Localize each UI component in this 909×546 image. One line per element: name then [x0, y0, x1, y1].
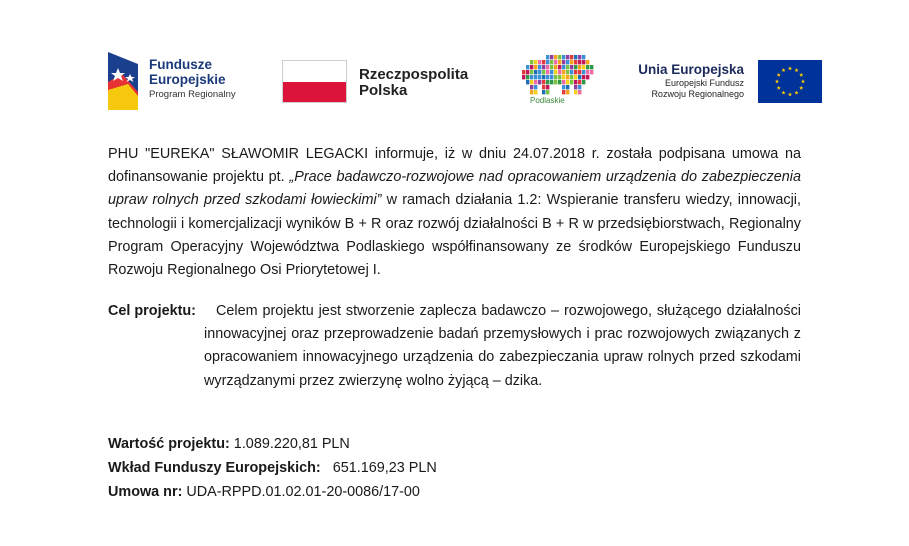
contract-line: [108, 482, 420, 502]
intro-text-1: PHU "EUREKA" SŁAWOMIR LEGACKI informuje, iż w dniu 24.07.2018 r. została podpisana umowa na dofinansowanie projektu pt.: [108, 146, 801, 186]
fundusze-europejskie-logo: [108, 52, 248, 110]
eu-flag-icon: [758, 60, 822, 103]
ue-subtitle-1: Europejski Fundusz: [664, 78, 744, 89]
fe-subtitle: Program Regionalny: [149, 89, 236, 101]
eu-contribution-label: Wkład Funduszy Europejskich:: [108, 460, 321, 476]
unia-europejska-logo: [632, 58, 822, 108]
goal-text: [204, 300, 801, 393]
podlaskie-logo: [522, 55, 594, 107]
polish-flag-icon: [282, 60, 347, 103]
ue-title: Unia Europejska: [638, 62, 744, 77]
rzeczpospolita-polska-logo: [282, 60, 472, 106]
contract-label: Umowa nr:: [108, 484, 183, 500]
project-title: „Prace badawczo-rozwojowe nad opracowaniem urządzenia do zabezpieczenia upraw rolnych przed szkodami łowieckimi”: [108, 169, 801, 209]
intro-text-2: w ramach działania 1.2: Wspieranie transferu wiedzy, innowacji, technologii i komercjalizacji wyników B + R oraz rozwój działalności B + R w przedsiębiorstwach, Regionalny Program Operacyjny Województwa Podlaskiego współfinansowany ze środków Europejskiego Funduszu Rozwoju Regionalnego Osi Priorytetowej I.: [108, 192, 801, 279]
goal-label: Cel projektu:: [108, 303, 196, 319]
eu-contribution-value: 651.169,23 PLN: [320, 460, 437, 476]
bison-mosaic-icon: [522, 55, 594, 97]
goal-text-content: Celem projektu jest stworzenie zaplecza badawczo – rozwojowego, służącego działalności innowacyjnej oraz przeprowadzenie badań przemysłowych i prac rozwojowych związanych z opracowaniem innowacyjnego urządzenia do zabezpieczania upraw rolnych przed szkodami wyrządzanymi przez zwierzynę wolno żyjącą – dzika.: [204, 303, 801, 389]
project-value-line: [108, 434, 350, 454]
fe-line-2: Europejskie: [149, 71, 226, 87]
rp-wordmark: [359, 67, 468, 99]
ue-wordmark: [638, 62, 744, 100]
rp-line-2: Polska: [359, 81, 408, 99]
podlaskie-caption: Podlaskie: [530, 96, 565, 105]
project-value-label: Wartość projektu:: [108, 436, 230, 452]
contract-number: UDA-RPPD.01.02.01-20-0086/17-00: [182, 484, 420, 500]
rp-line-1: Rzeczpospolita: [359, 66, 469, 83]
intro-paragraph: [108, 143, 801, 282]
fe-wordmark: [149, 58, 236, 100]
fe-emblem-icon: [108, 52, 144, 110]
fe-line-1: Fundusze: [149, 57, 212, 72]
ue-subtitle-2: Rozwoju Regionalnego: [651, 88, 744, 99]
project-value: 1.089.220,81 PLN: [229, 436, 350, 452]
eu-contribution-line: [108, 458, 437, 478]
